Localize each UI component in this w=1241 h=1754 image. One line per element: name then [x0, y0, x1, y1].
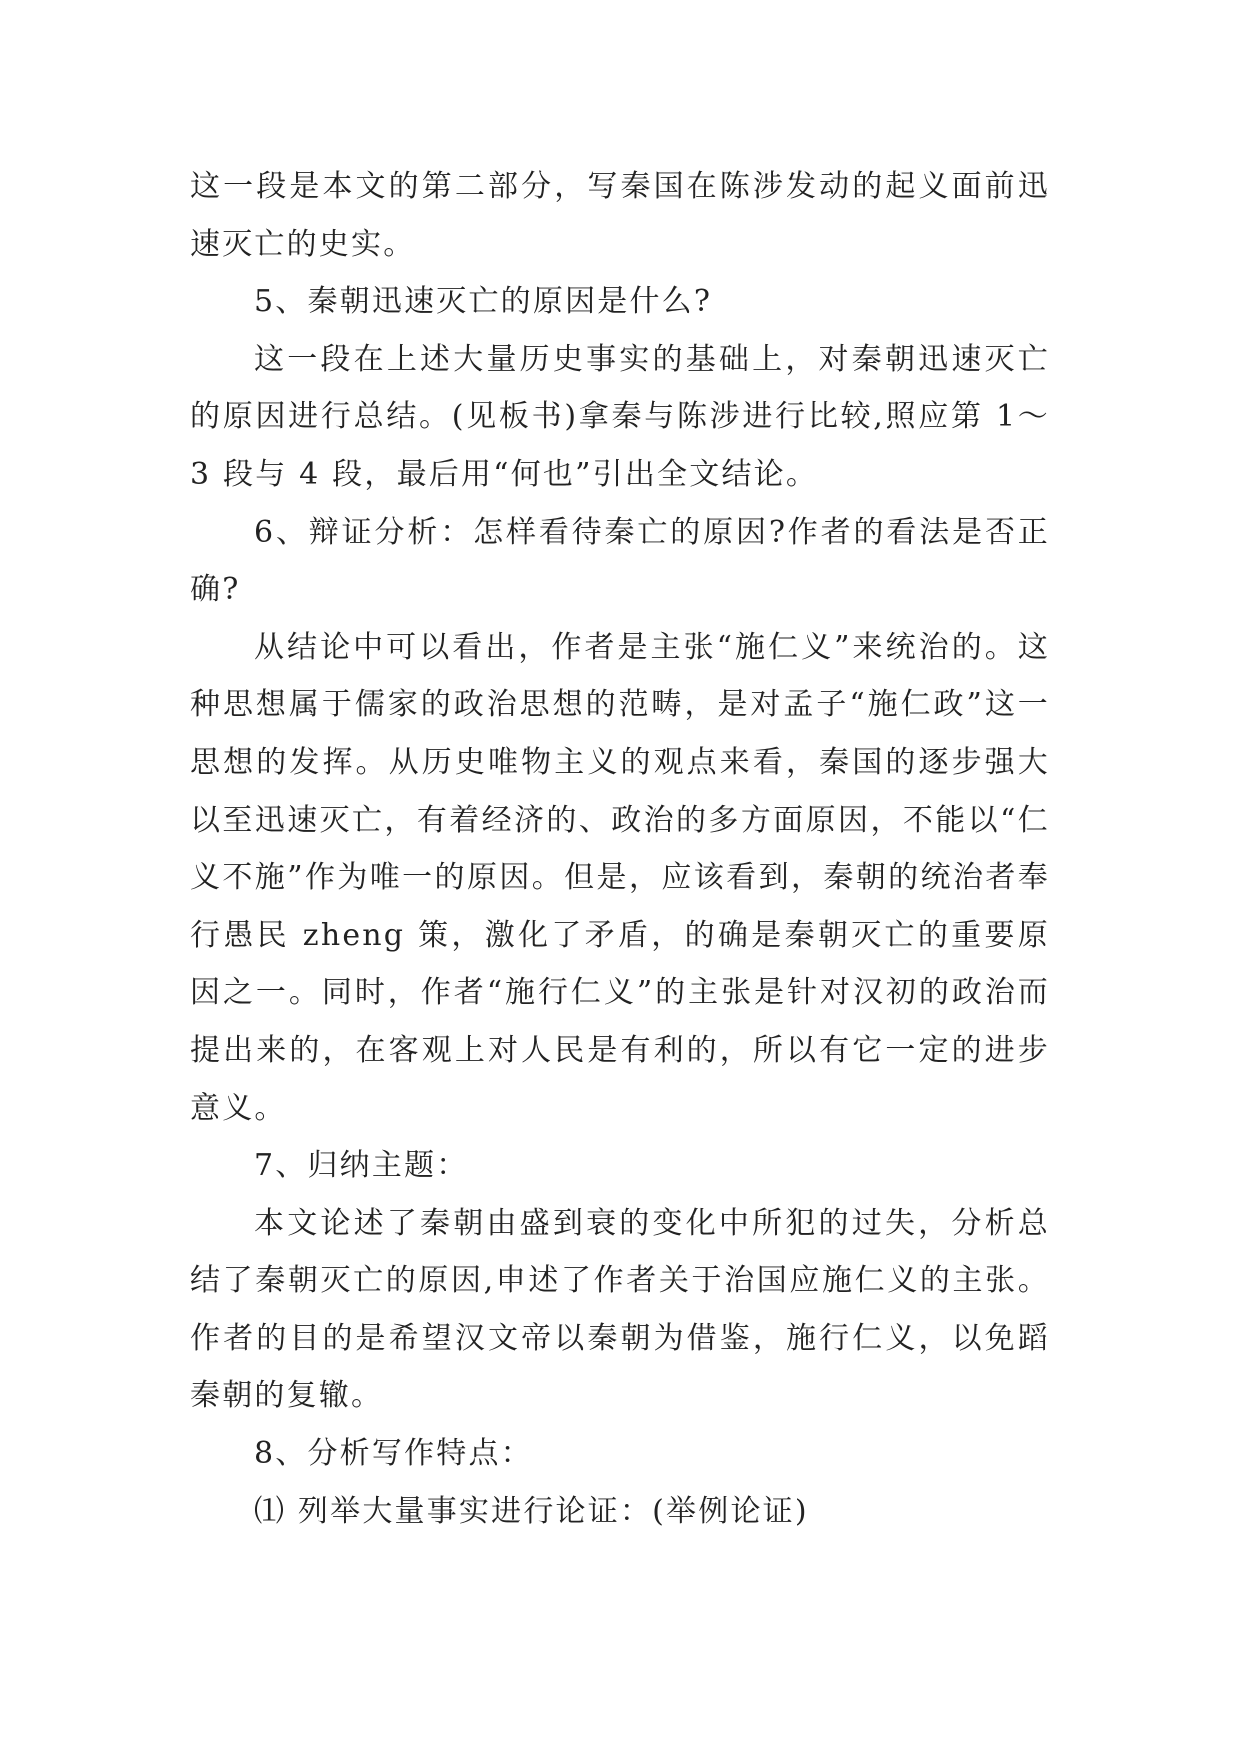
paragraph-dialectical-analysis: 从结论中可以看出，作者是主张“施仁义”来统治的。这种思想属于儒家的政治思想的范畴，是对孟子“施仁政”这一思想的发挥。从历史唯物主义的观点来看，秦国的逐步强大以至迅速灭亡，有着经济的、政治的多方面原因，不能以“仁义不施”作为唯一的原因。但是，应该看到，秦朝的统治者奉行愚民 zheng 策，激化了矛盾，的确是秦朝灭亡的重要原因之一。同时，作者“施行仁义”的主张是针对汉初的政治而提出来的，在客观上对人民是有利的，所以有它一定的进步意义。 — [190, 629, 1050, 1126]
question-5-heading: 5、秦朝迅速灭亡的原因是什么? — [254, 284, 713, 320]
paragraph-section-two-summary: 这一段是本文的第二部分，写秦国在陈涉发动的起义面前迅速灭亡的史实。 — [190, 169, 1050, 262]
question-8-heading: 8、分析写作特点： — [254, 1436, 533, 1472]
document-body — [190, 158, 1050, 1540]
question-6-heading: 6、辩证分析：怎样看待秦亡的原因?作者的看法是否正确? — [190, 514, 1050, 608]
writing-feature-item-1: ⑴ 列举大量事实进行论证：(举例论证) — [254, 1493, 809, 1529]
question-7-heading: 7、归纳主题： — [254, 1148, 469, 1184]
paragraph-reason-summary: 这一段在上述大量历史事实的基础上，对秦朝迅速灭亡的原因进行总结。(见板书)拿秦与陈涉进行比较,照应第 1～3 段与 4 段，最后用“何也”引出全文结论。 — [190, 341, 1050, 492]
paragraph-theme: 本文论述了秦朝由盛到衰的变化中所犯的过失，分析总结了秦朝灭亡的原因,申述了作者关于治国应施仁义的主张。作者的目的是希望汉文帝以秦朝为借鉴，施行仁义，以免蹈秦朝的复辙。 — [190, 1205, 1050, 1414]
